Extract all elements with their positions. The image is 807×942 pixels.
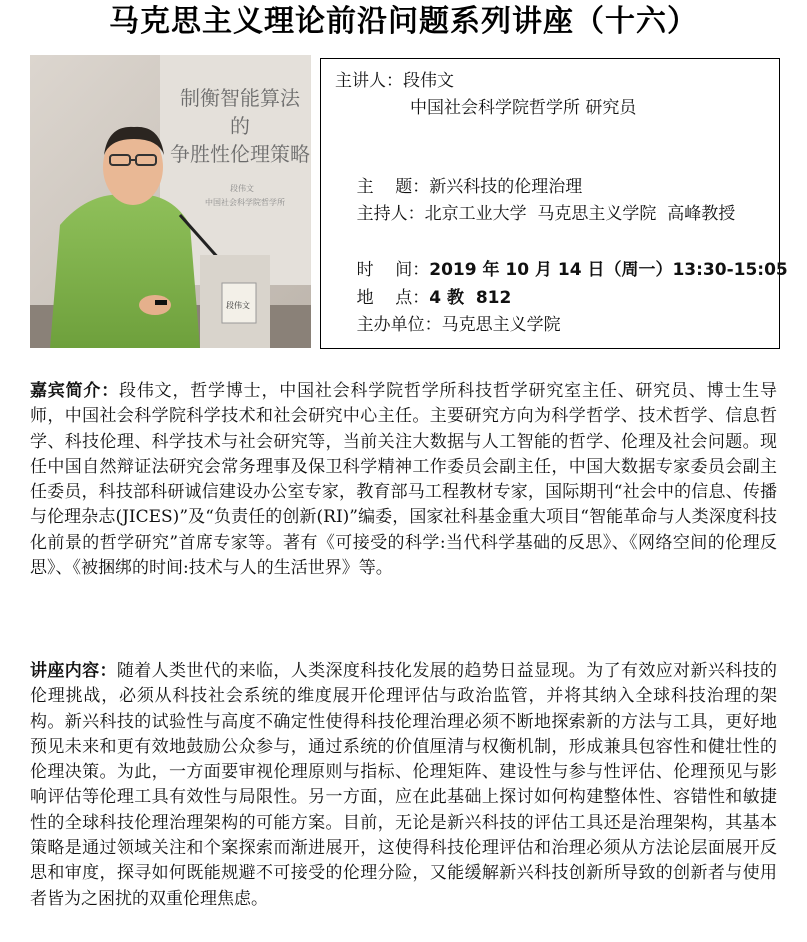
place-value: 4 教 812 [429, 288, 512, 308]
guest-bio-heading: 嘉宾简介： [30, 381, 120, 401]
host-label: 主持人： [356, 204, 425, 224]
guest-bio-text: 段伟文，哲学博士，中国社会科学院哲学所科技哲学研究室主任、研究员、博士生导师，中国社会科学院科学技术和社会研究中心主任。主要研究方向为科学哲学、技术哲学、信息哲学、科技伦理、科学技术与社会研究等，当前关注大数据与人工智能的哲学、伦理及社会问题。现任中国自然辩证法研究会常务理事及保卫科学精神工作委员会副主任，中国大数据专家委员会副主任委员，科技部科研诚信建设办公室专家，教育部马工程教材专家，国际期刊“社会中的信息、传播与伦理杂志(JICES)”及“负责任的创新(RI)”编委，国家社科基金重大项目“智能革命与人类深度科技化前景的哲学研究”首席专家等。著有《可接受的科学:当代科学基础的反思》、《网络空间的伦理反思》、《被捆绑的时间:技术与人的生活世界》等。 [30, 381, 778, 579]
topic-label: 主 题： [356, 177, 430, 197]
speaker-affiliation: 中国社会科学院哲学所 研究员 [410, 98, 637, 118]
speaker-row [335, 70, 454, 92]
speaker-photo [30, 55, 311, 348]
topic-value: 新兴科技的伦理治理 [429, 177, 583, 197]
organizer-row [335, 292, 561, 358]
slide-title-line3: 争胜性伦理策略 [170, 142, 310, 166]
speaker-label: 主讲人： [335, 71, 403, 91]
slide-affiliation: 中国社会科学院哲学所 [205, 198, 285, 207]
time-label: 时 间： [356, 260, 430, 280]
time-value: 2019 年 10 月 14 日（周一）13:30-15:05 [429, 260, 788, 280]
organizer-label: 主办单位： [356, 315, 442, 335]
nameplate-text: 段伟文 [226, 301, 250, 310]
slide-title-line1: 制衡智能算法 [180, 86, 300, 110]
place-label: 地 点： [356, 288, 430, 308]
host-value: 北京工业大学 马克思主义学院 高峰教授 [424, 204, 736, 224]
lecture-content-text: 随着人类世代的来临，人类深度科技化发展的趋势日益显现。为了有效应对新兴科技的伦理挑战，必须从科技社会系统的维度展开伦理评估与政治监管，并将其纳入全球科技治理的架构。新兴科技的试验性与高度不确定性使得科技伦理治理必须不断地探索新的方法与工具，更好地预见未来和更有效地鼓励公众参与，通过系统的价值厘清与权衡机制，形成兼具包容性和健壮性的伦理决策。为此，一方面要审视伦理原则与指标、伦理矩阵、建设性与参与性评估、伦理预见与影响评估等伦理工具有效性与局限性。另一方面，应在此基础上探讨如何构建整体性、容错性和敏捷性的全球科技伦理治理架构的可能方案。目前，无论是新兴科技的评估工具还是治理架构，其基本策略是通过领域关注和个案探索而渐进展开，这使得科技伦理评估和治理必须从方法论层面展开反思和审度，探寻如何既能规避不可接受的伦理分险，又能缓解新兴科技创新所导致的创新者与使用者皆为之困扰的双重伦理焦虑。 [30, 661, 777, 909]
organizer-value: 马克思主义学院 [441, 315, 561, 335]
lecture-content [30, 659, 777, 912]
guest-bio [30, 379, 777, 581]
speaker-name: 段伟文 [403, 71, 454, 91]
page-title: 马克思主义理论前沿问题系列讲座（十六） [109, 4, 698, 39]
lecture-content-heading: 讲座内容： [30, 661, 117, 681]
slide-author: 段伟文 [230, 184, 254, 193]
lecture-info-box [320, 58, 788, 349]
slide-title-line2: 的 [230, 114, 250, 138]
